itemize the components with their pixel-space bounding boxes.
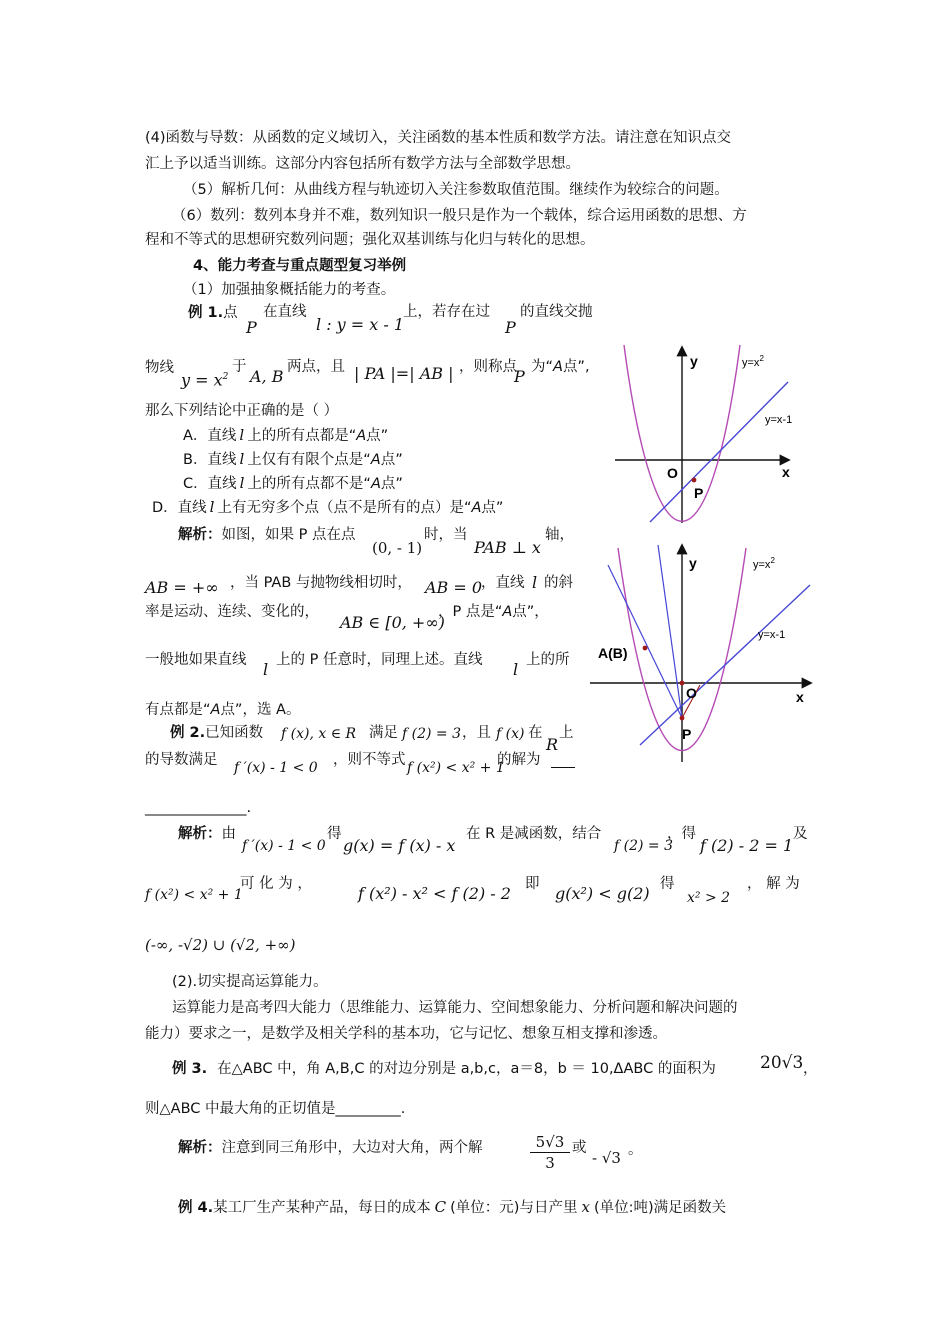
y-axis-label: y [690, 353, 698, 369]
text: (单位:吨)满足函数关 [593, 1200, 727, 1216]
example-2-line1 [170, 723, 263, 743]
text: 的解为 [497, 752, 541, 768]
para-6: （6）数列：数列本身并不难，数列知识一般只是作为一个载体，综合运用函数的思想、方 [172, 208, 747, 224]
A-symbol: A [356, 428, 367, 444]
text: 物线 [145, 360, 174, 376]
l-symbol: l [263, 660, 269, 679]
A-symbol: A [370, 452, 381, 468]
step-inequality: f (x²) - x² < f (2) - 2 [358, 884, 511, 903]
origin-dot [680, 681, 685, 686]
text: 时，当 [424, 527, 468, 543]
text: 的直线交抛 [520, 304, 593, 320]
f2-equals-3: f (2) = 3 [402, 726, 462, 742]
figure-1 [610, 340, 820, 525]
area-value: 20√3 [760, 1053, 804, 1073]
parabola-label [753, 556, 775, 571]
question-text: 那么下列结论中正确的是（ ） [145, 403, 339, 419]
line-label: y=x-1 [758, 629, 786, 641]
l-symbol: l [532, 573, 538, 592]
text: ，P 点是“ [438, 604, 503, 620]
figure-2 [588, 540, 818, 765]
para-5: （5）解析几何：从曲线方程与轨迹切入关注参数取值范围。继续作为较综合的问题。 [183, 182, 729, 198]
para-4-cont: 汇上予以适当训练。这部分内容包括所有数学方法与全部数学思想。 [145, 156, 580, 172]
text: 于 [232, 359, 247, 375]
point-AB-label: A(B) [598, 645, 628, 661]
ab-zero: AB = 0 [425, 578, 483, 597]
analysis-1-conclusion [145, 700, 300, 720]
text: C．直线 [183, 476, 237, 492]
point-P-label: P [682, 726, 692, 742]
analysis-label: 解析： [178, 826, 222, 842]
text: 的斜 [544, 575, 573, 591]
x-squared-gt-2: x² > 2 [687, 890, 731, 906]
point-P-symbol: P [514, 367, 525, 386]
option-A [183, 425, 388, 446]
text: 点” [380, 452, 403, 468]
points-AB: A, B [250, 367, 284, 386]
superscript: 2 [759, 354, 764, 363]
x-axis-label: x [796, 689, 804, 705]
text: ， [803, 1061, 818, 1077]
para-6-cont: 程和不等式的思想研究数列问题；强化双基训练与化归与转化的思想。 [145, 232, 595, 248]
analysis-label: 解析： [178, 527, 222, 543]
text: y=x [742, 357, 760, 369]
text: 某工厂生产某种产品，每日的成本 [213, 1200, 431, 1216]
l-symbol: l [239, 450, 245, 468]
x-axis-label: x [782, 464, 790, 480]
example-1-line1 [188, 303, 238, 323]
text: 如图，如果 P 点在点 [221, 527, 356, 543]
text [531, 357, 590, 377]
A-symbol: A [553, 359, 563, 375]
neg-sqrt3: - √3 [592, 1149, 621, 1167]
text: A．直线 [183, 428, 237, 444]
section-heading-4: 4、能力考查与重点题型复习举例 [193, 258, 407, 274]
text: 上的 P 任意时，同理上述。直线 [276, 652, 483, 668]
fraction-numerator: 5√3 [530, 1132, 570, 1153]
text: B．直线 [183, 452, 237, 468]
text: 轴， [545, 527, 574, 543]
ab-infinity: AB = +∞ [145, 578, 219, 597]
text: 满足 [369, 725, 398, 741]
parabola-equation [181, 367, 228, 390]
A-symbol: A [471, 500, 482, 516]
line-label: y=x-1 [765, 414, 793, 426]
point-P-symbol: P [505, 318, 516, 337]
origin-label: O [667, 465, 678, 481]
inequality: f (x²) < x² + 1 [407, 760, 505, 776]
superscript: 2 [770, 556, 775, 565]
text: 点 [223, 305, 238, 321]
text: 或 [572, 1140, 587, 1156]
text: 上的所有点都是“ [247, 428, 357, 444]
l-symbol: l [239, 426, 245, 444]
text: ，则不等式 [333, 752, 406, 768]
text: 已知函数 [205, 725, 264, 741]
l-symbol: l [209, 498, 215, 516]
text: 点” [366, 428, 389, 444]
text: ， 解 为 [747, 876, 800, 892]
text [438, 602, 549, 622]
text: 上的所 [526, 652, 570, 668]
derivative-condition: f ′(x) - 1 < 0 [242, 838, 326, 854]
text: 上仅有有限个点是“ [247, 452, 371, 468]
analysis-1-line1 [178, 525, 355, 545]
text: ，直线 [481, 575, 525, 591]
text: ，得 [667, 826, 696, 842]
paragraph: 运算能力是高考四大能力（思维能力、运算能力、空间想象能力、分析问题和解决问题的 [172, 1000, 738, 1016]
line-equation: l : y = x - 1 [316, 315, 405, 334]
answer-blank-line: ______________. [145, 800, 252, 816]
perp-expression: PAB ⊥ x [474, 538, 541, 557]
solution-set: (-∞, -√2) ∪ (√2, +∞) [145, 936, 296, 954]
fx: f (x) [496, 726, 525, 742]
option-D [152, 497, 503, 518]
text: y=x [753, 559, 771, 571]
text: 点”, [562, 359, 590, 375]
l-symbol: l [239, 474, 245, 492]
text: 上的所有点都不是“ [247, 476, 371, 492]
text: 即 [525, 876, 540, 892]
origin-label: O [686, 685, 697, 701]
text: y = x [181, 370, 223, 390]
l-symbol: l [513, 660, 519, 679]
option-B [183, 449, 403, 470]
text: D．直线 [152, 500, 207, 516]
text: 率是运动、连续、变化的， [145, 604, 319, 620]
text: 一般地如果直线 [145, 652, 247, 668]
text: 由 [221, 826, 236, 842]
text: 在 R 是减函数，结合 [466, 826, 602, 842]
A-symbol: A [370, 476, 381, 492]
answer-blank [551, 767, 575, 768]
distance-equation: | PA |=| AB | [354, 364, 454, 383]
text: 得 [327, 826, 342, 842]
superscript: 2 [222, 372, 229, 382]
point-P-label: P [694, 485, 704, 501]
example-3-line1 [172, 1059, 716, 1079]
x-symbol: x [581, 1198, 590, 1216]
text: 的导数满足 [145, 752, 218, 768]
text: 有点都是“ [145, 702, 211, 718]
point-AB-dot [643, 646, 648, 651]
example-4-label: 例 4. [178, 1200, 214, 1216]
example-3-label: 例 3. [172, 1061, 208, 1077]
point-P-symbol: P [246, 318, 257, 337]
line-y-x-1 [640, 585, 810, 745]
analysis-2-line1 [178, 824, 236, 844]
g-definition: g(x) = f (x) - x [343, 836, 456, 855]
text: ，且 [462, 725, 491, 741]
A-symbol: A [502, 604, 513, 620]
text: 。 [628, 1142, 643, 1158]
example-1-label: 例 1. [188, 305, 224, 321]
text: 可 化 为 ， [240, 876, 312, 892]
analysis-label: 解析： [178, 1140, 222, 1156]
text: 得 [660, 876, 675, 892]
parabola-label [742, 354, 764, 369]
inequality: f (x²) < x² + 1 [145, 887, 243, 903]
text: 及 [793, 826, 808, 842]
text: 点”，选 A。 [220, 702, 301, 718]
ab-range: AB ∈ [0, +∞) [340, 613, 445, 632]
option-C [183, 473, 403, 494]
f2-equals-3: f (2) = 3 [614, 838, 674, 854]
text: 注意到同三角形中，大边对大角，两个解 [221, 1140, 483, 1156]
f2-minus-2: f (2) - 2 = 1 [700, 836, 794, 855]
example-2-label: 例 2. [170, 725, 206, 741]
derivative-condition: f ′(x) - 1 < 0 [234, 760, 318, 776]
fraction [530, 1132, 570, 1173]
para-4: (4)函数与导数：从函数的定义域切入，关注函数的基本性质和数学方法。请注意在知识点交 [145, 130, 732, 146]
text: 在 [528, 725, 543, 741]
C-symbol: C [434, 1198, 447, 1216]
g-inequality: g(x²) < g(2) [555, 884, 650, 903]
subsection-1: （1）加强抽象概括能力的考查。 [183, 282, 396, 298]
point-P-dot [680, 716, 685, 721]
example-4-line1 [178, 1197, 726, 1218]
paragraph-cont: 能力）要求之一，是数学及相关学科的基本功，它与记忆、想象互相支撑和渗透。 [145, 1026, 667, 1042]
text: 点”， [512, 604, 549, 620]
text: 在直线 [263, 304, 307, 320]
text: ，则称点 [459, 359, 517, 375]
text: 上，若存在过 [403, 304, 490, 320]
line-y-x-1 [650, 382, 788, 522]
subsection-2: (2).切实提高运算能力。 [172, 974, 328, 990]
text: 点” [380, 476, 403, 492]
analysis-3-line1 [178, 1138, 483, 1158]
point-P-dot [692, 478, 697, 483]
text: ，当 PAB 与抛物线相切时， [230, 575, 412, 591]
R-symbol: R [546, 735, 559, 754]
function-def: f (x), x ∈ R [281, 726, 357, 742]
text: 为“ [531, 359, 554, 375]
text: 两点，且 [287, 359, 345, 375]
example-3-question: 则△ABC 中最大角的正切值是_________. [145, 1101, 406, 1117]
text: 在△ABC 中，角 A,B,C 的对边分别是 a,b,c，a＝8，b ＝ 10,ΔABC 的面积为 [217, 1061, 716, 1077]
text: (单位：元)与日产里 [450, 1200, 578, 1216]
A-symbol: A [210, 702, 221, 718]
fraction-denominator: 3 [545, 1154, 555, 1172]
text: 上有无穷多个点（点不是所有的点）是“ [217, 500, 472, 516]
y-axis-label: y [689, 555, 697, 571]
point-coord: (0, - 1) [372, 539, 423, 557]
text: 点” [481, 500, 504, 516]
text: 上 [559, 725, 574, 741]
